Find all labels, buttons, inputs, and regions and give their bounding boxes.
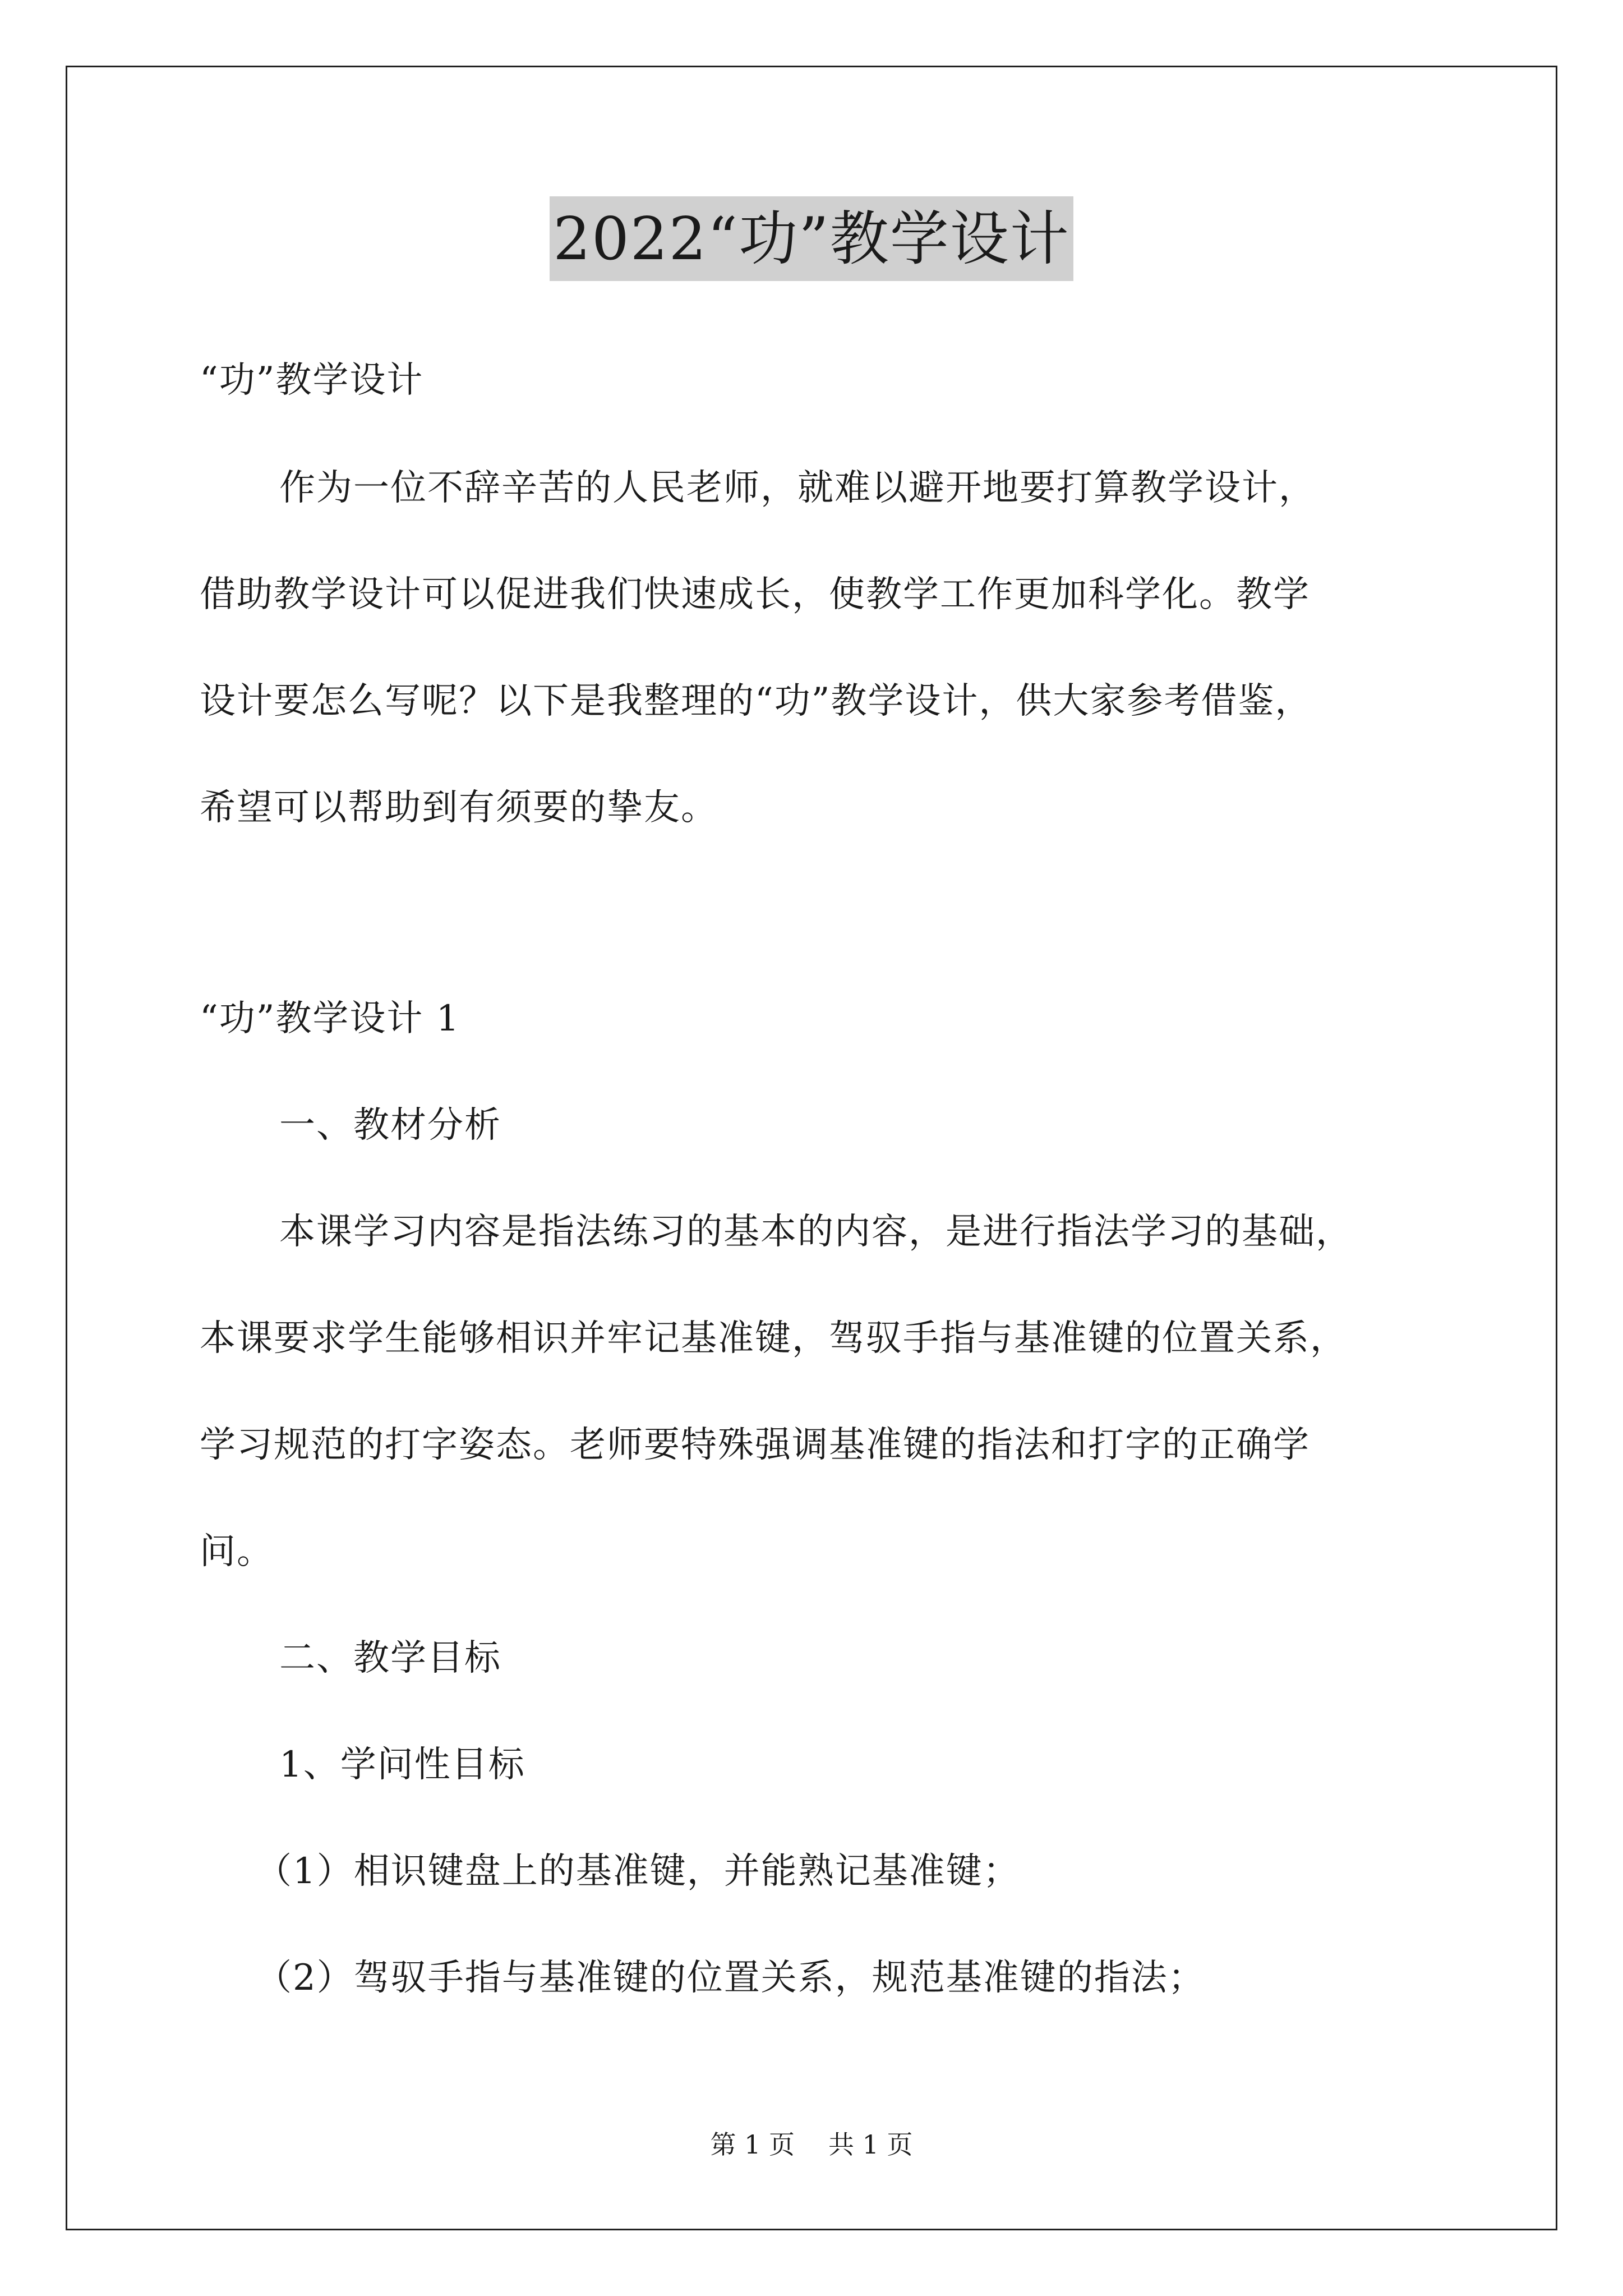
goal1-item-1: （1）相识键盘上的基准键，并能熟记基准键； [256, 1851, 1020, 1892]
part1-line-2: 本课要求学生能够相识并牢记基准键，驾驭手指与基准键的位置关系， [200, 1318, 1347, 1359]
document-subtitle: “功”教学设计 [200, 360, 424, 401]
intro-line-3: 设计要怎么写呢？以下是我整理的“功”教学设计，供大家参考借鉴， [200, 680, 1312, 722]
part1-line-4: 问。 [200, 1531, 274, 1572]
page-total: 共 1 页 [828, 2129, 913, 2160]
goal1-heading: 1、学问性目标 [279, 1744, 525, 1786]
page-number: 第 1 页 [710, 2129, 795, 2160]
section-heading: “功”教学设计 1 [200, 998, 460, 1039]
page-footer [0, 2129, 1623, 2160]
part1-heading: 一、教材分析 [279, 1105, 501, 1146]
intro-line-4: 希望可以帮助到有须要的挚友。 [200, 787, 718, 829]
part2-heading: 二、教学目标 [279, 1637, 501, 1679]
part1-line-1: 本课学习内容是指法练习的基本的内容，是进行指法学习的基础， [279, 1211, 1353, 1253]
goal1-item-2: （2）驾驭手指与基准键的位置关系，规范基准键的指法； [256, 1957, 1205, 1999]
intro-line-1: 作为一位不辞辛苦的人民老师，就难以避开地要打算教学设计， [279, 467, 1316, 509]
intro-line-2: 借助教学设计可以促进我们快速成长，使教学工作更加科学化。教学 [200, 574, 1310, 615]
document-title: 2022“功”教学设计 [0, 196, 1623, 281]
part1-line-3: 学习规范的打字姿态。老师要特殊强调基准键的指法和打字的正确学 [200, 1424, 1310, 1466]
